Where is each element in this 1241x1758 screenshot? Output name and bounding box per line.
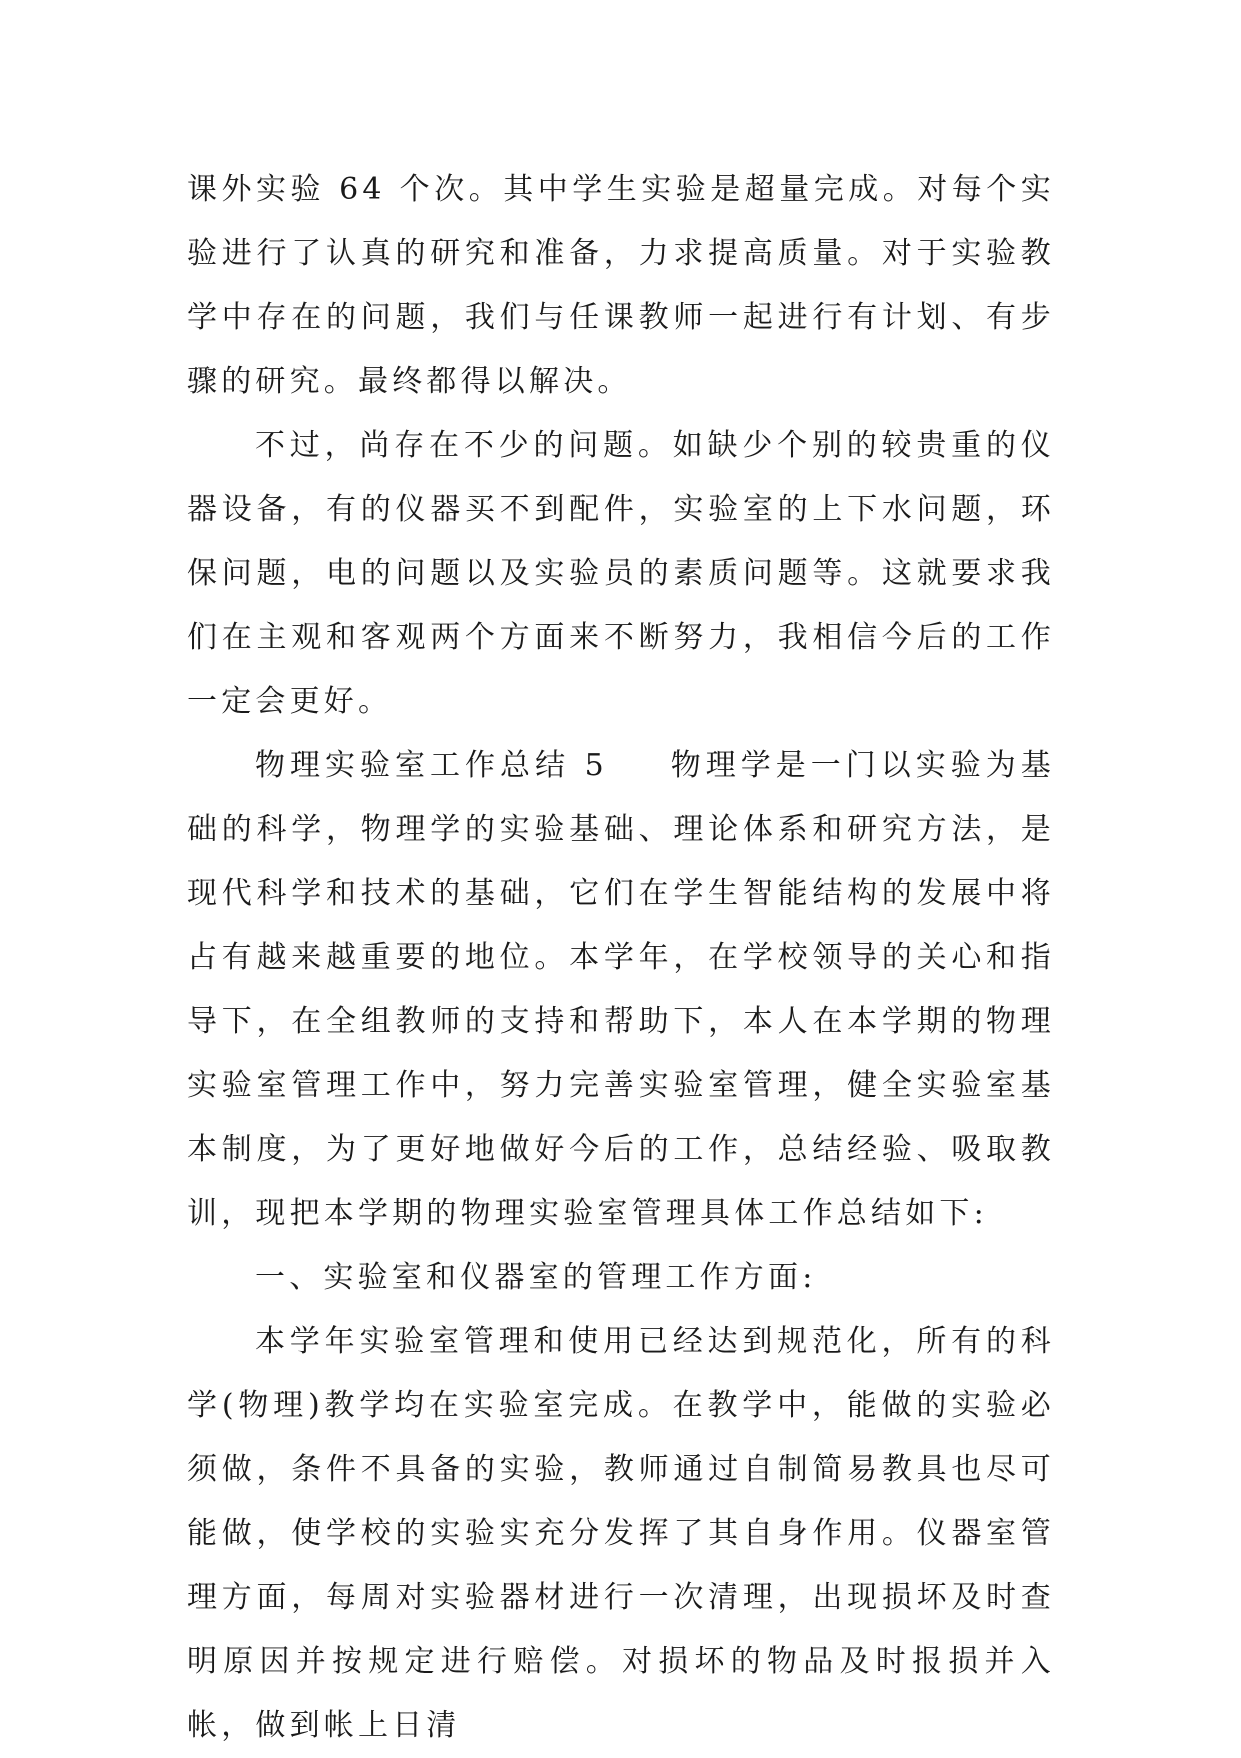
section-heading: 物理实验室工作总结 5	[255, 748, 608, 783]
summary-5-text: 物理学是一门以实验为基础的科学，物理学的实验基础、理论体系和研究方法，是现代科学和技术的基础，它们在学生智能结构的发展中将占有越来越重要的地位。本学年，在学校领导的关心和指导下，在全组教师的支持和帮助下，本人在本学期的物理实验室管理工作中，努力完善实验室管理，健全实验室基本制度，为了更好地做好今后的工作，总结经验、吸取教训，现把本学期的物理实验室管理具体工作总结如下:	[187, 748, 1055, 1231]
paragraph-management: 本学年实验室管理和使用已经达到规范化，所有的科学(物理)教学均在实验室完成。在教学中，能做的实验必须做，条件不具备的实验，教师通过自制简易教具也尽可能做，使学校的实验实充分发挥了其自身作用。仪器室管理方面，每周对实验器材进行一次清理，出现损坏及时查明原因并按规定进行赔偿。对损坏的物品及时报损并入帐，做到帐上日清	[187, 1324, 1055, 1743]
paragraph-experiments: 课外实验 64 个次。其中学生实验是超量完成。对每个实验进行了认真的研究和准备，力求提高质量。对于实验教学中存在的问题，我们与任课教师一起进行有计划、有步骤的研究。最终都得以解决。	[187, 172, 1055, 399]
subsection-heading: 一、实验室和仪器室的管理工作方面:	[255, 1260, 817, 1295]
paragraph-problems: 不过，尚存在不少的问题。如缺少个别的较贵重的仪器设备，有的仪器买不到配件，实验室的上下水问题，环保问题，电的问题以及实验员的素质问题等。这就要求我们在主观和客观两个方面来不断努力，我相信今后的工作一定会更好。	[187, 428, 1055, 719]
paragraph-summary-5	[187, 734, 1055, 1246]
document-body	[187, 158, 1055, 1758]
